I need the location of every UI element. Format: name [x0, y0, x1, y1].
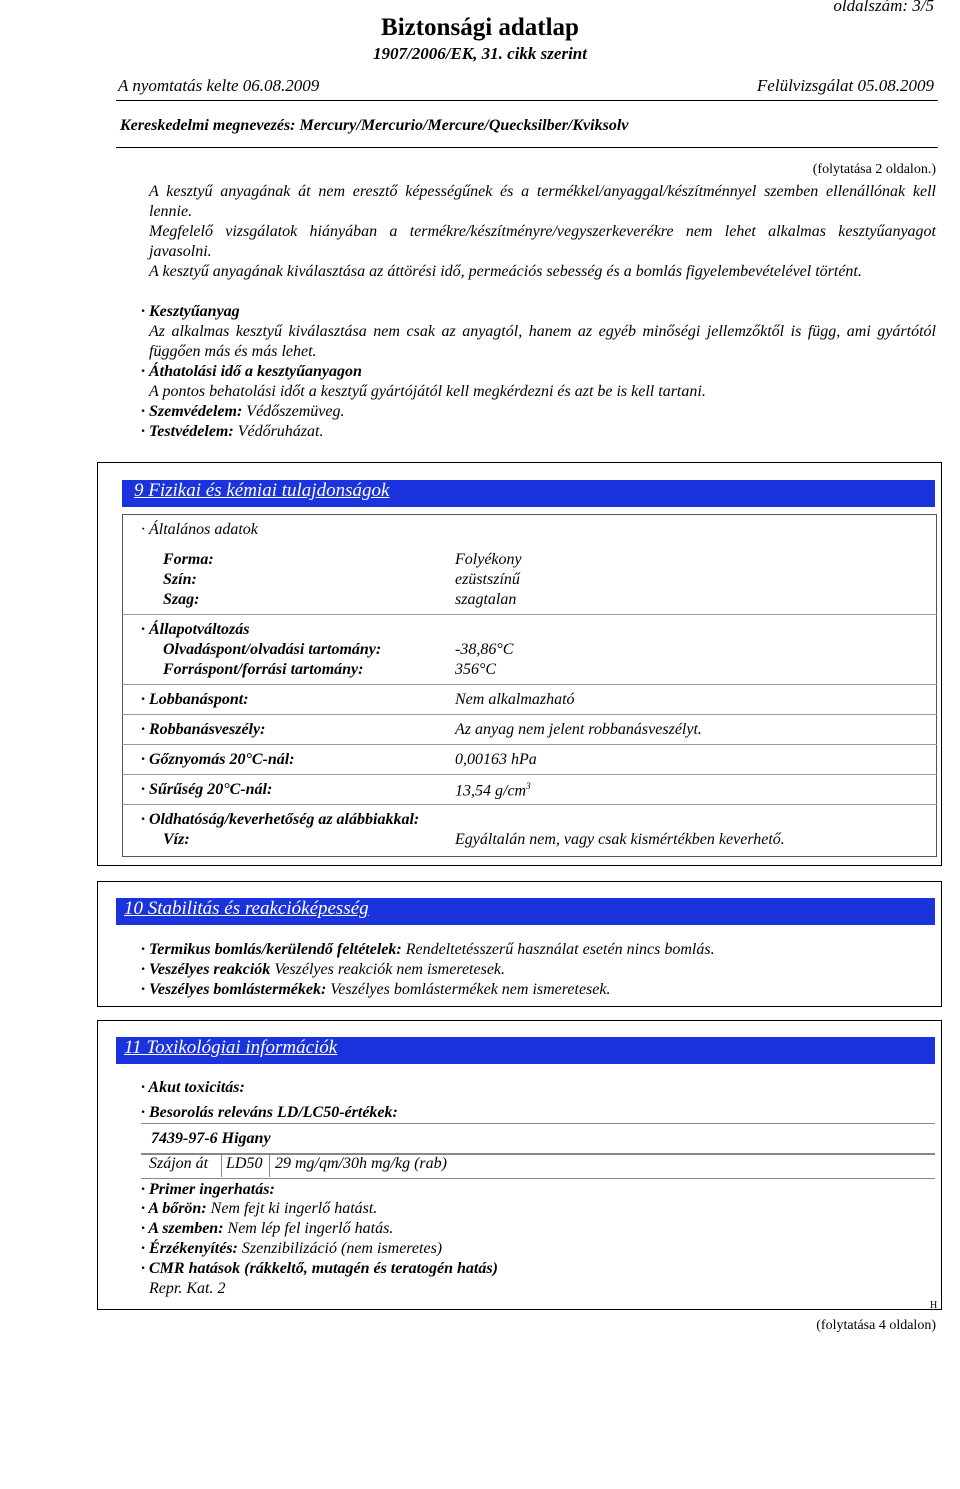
substance-name: 7439-97-6 Higany: [151, 1130, 271, 1147]
flash-point-value: Nem alkalmazható: [455, 691, 575, 708]
sensitization: [141, 1239, 442, 1259]
products-value: Veszélyes bomlástermékek nem ismeretesek.: [330, 981, 611, 998]
trade-name: Kereskedelmi megnevezés: Mercury/Mercurio/Mercure/Quecksilber/Kviksolv: [120, 117, 629, 134]
continued-to: (folytatása 4 oldalon): [816, 1318, 936, 1333]
reactions-label: · Veszélyes reakciók: [141, 961, 271, 978]
header-rule-bottom: [116, 147, 938, 148]
primary-irritation-label: · Primer ingerhatás:: [141, 1181, 275, 1198]
section-9-inner: [122, 514, 937, 857]
density-value: [455, 781, 531, 800]
explosion-label: · Robbanásveszély:: [141, 721, 266, 738]
melting-point-label: Olvadáspont/olvadási tartomány:: [163, 641, 382, 658]
form-value: Folyékony: [455, 551, 522, 568]
h-mark: H: [930, 1300, 938, 1311]
eye-effect: [141, 1219, 393, 1239]
skin-effect: [141, 1199, 377, 1219]
eye-protection-label: · Szemvédelem:: [141, 403, 243, 420]
density-number: 13,54 g/cm: [455, 782, 527, 800]
cell-divider: [221, 1153, 222, 1177]
boiling-point-label: Forráspont/forrási tartomány:: [163, 661, 364, 678]
products-label: · Veszélyes bomlástermékek:: [141, 981, 327, 998]
thermal-label: · Termikus bomlás/kerülendő feltételek:: [141, 941, 402, 958]
color-label: Szín:: [163, 571, 197, 588]
header-rule: [116, 100, 938, 101]
document-subtitle: 1907/2006/EK, 31. cikk szerint: [373, 44, 587, 63]
body-protection: [141, 422, 323, 442]
section-11-title: 11 Toxikológiai információk: [124, 1037, 338, 1058]
penetration-text: A pontos behatolási időt a kesztyű gyártójától kell megkérdezni és azt be is kell tartani.: [149, 383, 706, 400]
density-exponent: 3: [526, 781, 531, 791]
divider: [122, 744, 937, 745]
cell-divider: [269, 1153, 270, 1177]
general-data-label: · Általános adatok: [141, 521, 258, 538]
cmr-label: · CMR hatások (rákkeltő, mutagén és teratogén hatás): [141, 1260, 498, 1277]
skin-label: · A bőrön:: [141, 1200, 207, 1217]
dangerous-products: [141, 980, 610, 1000]
ld-values-label: · Besorolás releváns LD/LC50-értékek:: [141, 1104, 398, 1121]
odor-label: Szag:: [163, 591, 200, 608]
revision-date: Felülvizsgálat 05.08.2009: [756, 76, 934, 95]
eye-protection-value: Védőszemüveg.: [246, 403, 345, 420]
form-label: Forma:: [163, 551, 214, 568]
page-number: oldalszám: 3/5: [833, 0, 934, 15]
print-date: A nyomtatás kelte 06.08.2009: [118, 76, 320, 95]
route: Szájon át: [149, 1155, 209, 1172]
document-title: Biztonsági adatlap: [381, 14, 579, 41]
eye-label: · A szemben:: [141, 1220, 224, 1237]
section-10-header: [116, 898, 935, 925]
glove-paragraph-3: A kesztyű anyagának kiválasztása az áttörési idő, permeációs sebesség és a bomlás figyelembevételével történt.: [149, 263, 862, 280]
state-change-label: · Állapotváltozás: [141, 621, 250, 638]
vapor-pressure-value: 0,00163 hPa: [455, 751, 537, 768]
divider: [122, 804, 937, 805]
acute-toxicity-label: · Akut toxicitás:: [141, 1079, 245, 1096]
glove-paragraph-1: A kesztyű anyagának át nem eresztő képességűnek és a termékkel/anyaggal/készítménnyel szemben ellenállónak kell lennie.: [149, 183, 936, 220]
section-10-title: 10 Stabilitás és reakcióképesség: [124, 898, 369, 919]
skin-value: Nem fejt ki ingerlő hatást.: [210, 1200, 378, 1217]
melting-point-value: -38,86°C: [455, 641, 514, 658]
glove-material-text: Az alkalmas kesztyű kiválasztása nem csak az anyagtól, hanem az egyéb minőségi jellemzőktől is függ, ami gyártótól függően más és más lehet.: [149, 323, 936, 360]
eye-protection: [141, 402, 344, 422]
vapor-pressure-label: · Gőznyomás 20°C-nál:: [141, 751, 295, 768]
color-value: ezüstszínű: [455, 571, 520, 588]
dangerous-reactions: [141, 960, 505, 980]
sensitization-label: · Érzékenyítés:: [141, 1240, 238, 1257]
sensitization-value: Szenzibilizáció (nem ismeretes): [241, 1240, 443, 1257]
section-9-title: 9 Fizikai és kémiai tulajdonságok: [134, 480, 390, 501]
continued-from: (folytatása 2 oldalon.): [812, 162, 936, 177]
body-protection-label: · Testvédelem:: [141, 423, 234, 440]
thermal-decomposition: [141, 940, 715, 960]
ld-value: 29 mg/qm/30h mg/kg (rab): [275, 1155, 447, 1172]
divider: [122, 614, 937, 615]
ld-parameter: LD50: [226, 1155, 263, 1172]
thermal-value: Rendeltetésszerű használat esetén nincs bomlás.: [405, 941, 715, 958]
divider: [122, 774, 937, 775]
explosion-value: Az anyag nem jelent robbanásveszélyt.: [455, 721, 702, 738]
solubility-label: · Oldhatóság/keverhetőség az alábbiakkal:: [141, 811, 420, 828]
glove-material-label: · Kesztyűanyag: [141, 303, 240, 320]
glove-paragraph-2: Megfelelő vizsgálatok hiányában a termékre/készítményre/vegyszerkeverékre nem lehet alkalmas kesztyűanyagot javasolni.: [149, 223, 936, 260]
cmr-value: Repr. Kat. 2: [149, 1280, 226, 1297]
water-value: Egyáltalán nem, vagy csak kismértékben keverhető.: [455, 831, 785, 848]
penetration-label: · Áthatolási idő a kesztyűanyagon: [141, 363, 362, 380]
body-protection-value: Védőruházat.: [237, 423, 324, 440]
divider: [122, 684, 937, 685]
divider: [122, 714, 937, 715]
section-9-header: [122, 480, 935, 507]
flash-point-label: · Lobbanáspont:: [141, 691, 249, 708]
odor-value: szagtalan: [455, 591, 517, 608]
water-label: Víz:: [163, 831, 190, 848]
reactions-value: Veszélyes reakciók nem ismeretesek.: [274, 961, 506, 978]
density-label: · Sűrűség 20°C-nál:: [141, 781, 273, 798]
section-11-header: [116, 1037, 935, 1064]
boiling-point-value: 356°C: [455, 661, 497, 678]
eye-value: Nem lép fel ingerlő hatás.: [227, 1220, 394, 1237]
